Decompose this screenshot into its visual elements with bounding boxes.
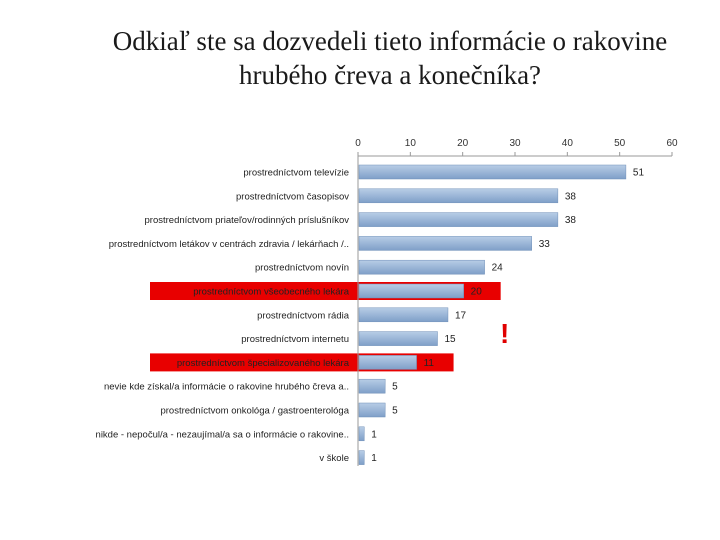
x-tick-label: 50 <box>614 138 626 149</box>
category-label: prostredníctvom všeobecného lekára <box>193 286 349 298</box>
data-label: 15 <box>444 334 456 346</box>
category-label: prostredníctvom priateľov/rodinných príslušníkov <box>144 215 349 227</box>
data-label: 20 <box>470 286 482 298</box>
category-label: prostredníctvom časopisov <box>236 191 349 203</box>
category-label: v škole <box>319 453 349 465</box>
bar <box>359 213 558 227</box>
x-tick-label: 20 <box>457 138 469 149</box>
category-label: prostredníctvom novín <box>255 262 349 274</box>
bar <box>359 403 385 417</box>
category-label: prostredníctvom onkológa / gastroenterológa <box>160 405 349 417</box>
x-tick-label: 30 <box>509 138 521 149</box>
data-label: 1 <box>371 429 377 441</box>
data-label: 5 <box>392 405 398 417</box>
data-label: 24 <box>491 262 503 274</box>
data-label: 33 <box>538 238 550 250</box>
data-label: 5 <box>392 381 398 393</box>
x-tick-label: 10 <box>404 138 416 149</box>
bar <box>359 165 626 179</box>
category-label: prostredníctvom rádia <box>257 310 349 322</box>
data-label: 11 <box>423 357 434 369</box>
x-tick-label: 0 <box>355 138 361 149</box>
data-label: 1 <box>371 453 377 465</box>
x-tick-label: 60 <box>666 138 678 149</box>
exclamation-mark: ! <box>500 318 510 349</box>
bars <box>359 165 626 465</box>
bar <box>359 284 464 298</box>
category-label: prostredníctvom internetu <box>241 334 349 346</box>
data-label: 51 <box>632 167 645 179</box>
bar <box>359 236 532 250</box>
category-label: prostredníctvom televízie <box>243 167 349 179</box>
category-label: prostredníctvom špecializovaného lekára <box>176 357 349 369</box>
x-tick-label: 40 <box>561 138 573 149</box>
bar <box>359 260 485 274</box>
category-label: nikde - nepočul/a - nezaujímal/a sa o informácie o rakovine.. <box>95 429 349 441</box>
category-label: prostredníctvom letákov v centrách zdravia / lekárňach /.. <box>108 238 349 250</box>
bar <box>359 308 448 322</box>
bar <box>359 189 558 203</box>
data-label: 38 <box>564 215 576 227</box>
bar <box>359 332 438 346</box>
chart-title-line-1: Odkiaľ ste sa dozvedeli tieto informácie o rakovine <box>112 26 668 56</box>
data-label: 38 <box>564 191 576 203</box>
bar <box>359 379 385 393</box>
category-label: nevie kde získal/a informácie o rakovine hrubého čreva a.. <box>103 381 349 393</box>
chart-title-line-2: hrubého čreva a konečníka? <box>238 60 542 90</box>
bar <box>359 355 417 369</box>
bar <box>359 427 364 441</box>
bar <box>359 451 364 465</box>
x-axis <box>355 138 678 466</box>
data-label: 17 <box>454 310 467 322</box>
